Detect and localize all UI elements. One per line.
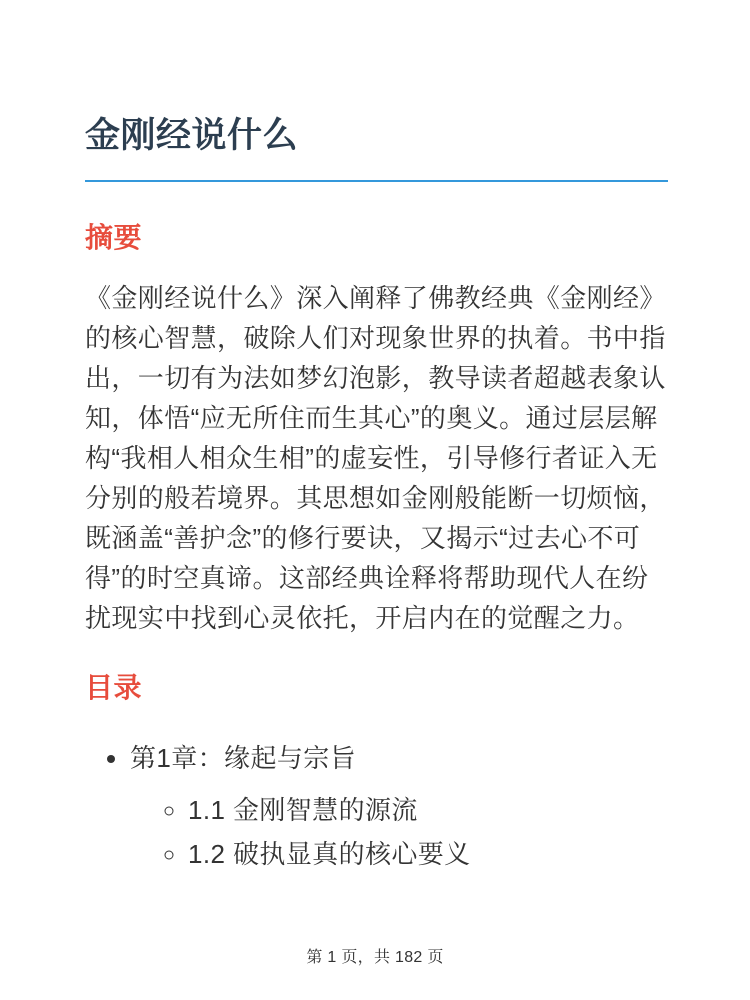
toc-section-item: ◦ 1.1 金刚智慧的源流 [188, 790, 668, 830]
toc-section-item: ◦ 1.2 破执显真的核心要义 [188, 834, 668, 874]
toc-chapter-label: 第1章：缘起与宗旨 [130, 742, 357, 773]
page-indicator: 第 1 页，共 182 页 [306, 949, 444, 966]
abstract-heading: 摘要 [85, 221, 143, 253]
toc-heading: 目录 [85, 671, 143, 703]
toc-section-list [130, 790, 668, 874]
title-divider-rule [85, 180, 668, 182]
toc-chapter-item [130, 738, 668, 874]
toc-list [85, 738, 668, 874]
abstract-paragraph: 《金刚经说什么》深入阐释了佛教经典《金刚经》的核心智慧，破除人们对现象世界的执着。书中指出，一切有为法如梦幻泡影，教导读者超越表象认知，体悟“应无所住而生其心”的奥义。通过层层解构“我相人相众生相”的虚妄性，引导修行者证入无分别的般若境界。其思想如金刚般能断一切烦恼，既涵盖“善护念”的修行要诀，又揭示“过去心不可得”的时空真谛。这部经典诠释将帮助现代人在纷扰现实中找到心灵依托，开启内在的觉醒之力。 [85, 282, 666, 633]
page-title: 金刚经说什么 [85, 116, 299, 155]
